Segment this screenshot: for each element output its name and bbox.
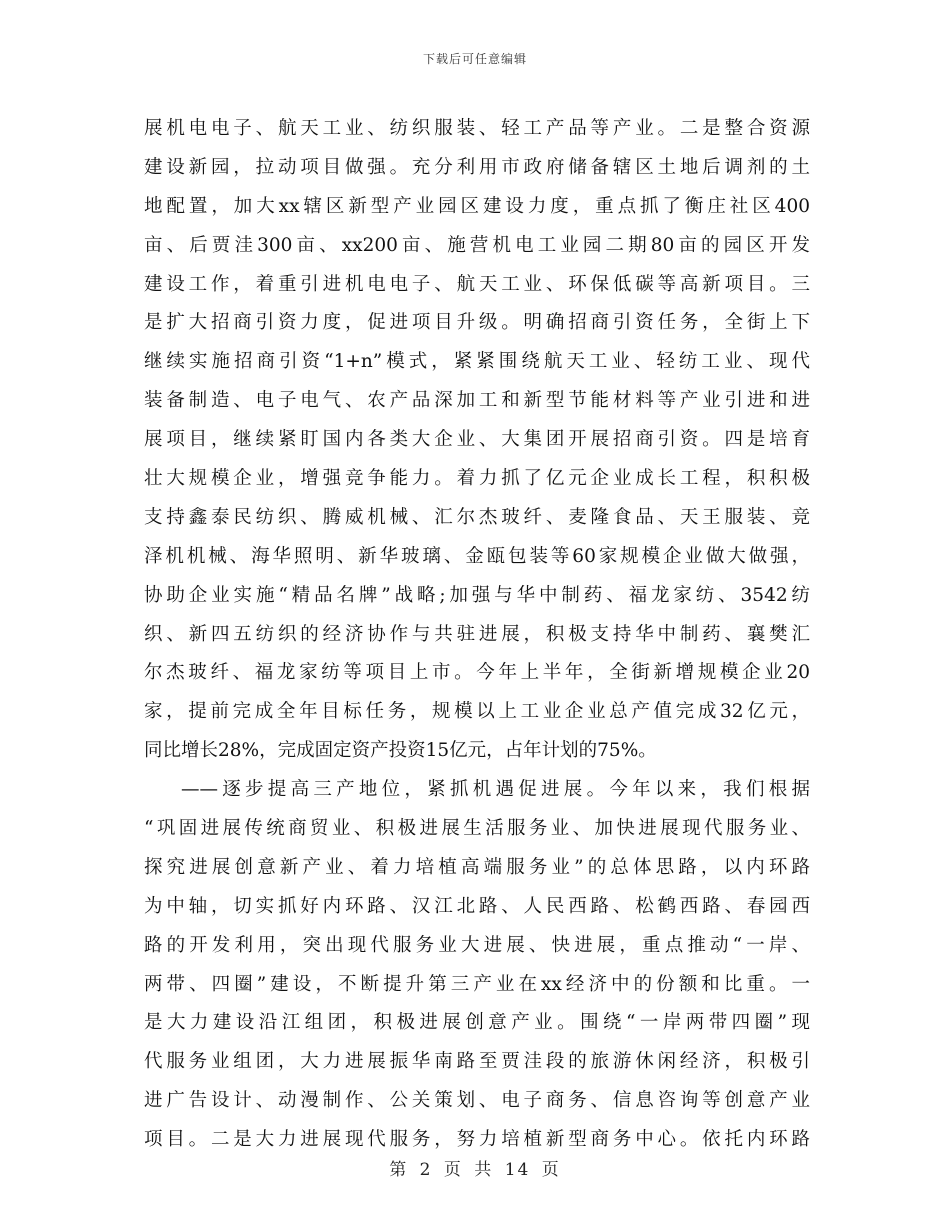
text-line: 展机电电子、航天工业、纺织服装、轻工产品等产业。二是整合资源	[144, 118, 810, 139]
text-line: 壮大规模企业，增强竞争能力。着力抓了亿元企业成长工程，积积极	[144, 468, 810, 490]
text-line: 泽机机械、海华照明、新华玻璃、金瓯包装等60家规模企业做大做强，	[144, 545, 810, 567]
text-line: 建设新园，拉动项目做强。充分利用市政府储备辖区土地后调剂的土	[144, 156, 810, 178]
text-line: 项目。二是大力进展现代服务，努力培植新型商务中心。依托内环路	[144, 1129, 810, 1151]
body-text	[144, 110, 810, 1160]
text-line: 协助企业实施“精品名牌”战略;加强与华中制药、福龙家纺、3542纺	[144, 584, 810, 606]
text-line: “巩固进展传统商贸业、积极进展生活服务业、加快进展现代服务业、	[144, 818, 810, 840]
text-line-paragraph-end: 同比增长28%，完成固定资产投资15亿元，占年计划的75%。	[144, 740, 657, 762]
text-line-paragraph-start: ——逐步提高三产地位，紧抓机遇促进展。今年以来，我们根据	[181, 779, 810, 801]
text-line: 路的开发利用，突出现代服务业大进展、快进展，重点推动“一岸、	[144, 934, 810, 956]
text-line: 家，提前完成全年目标任务，规模以上工业企业总产值完成32亿元，	[144, 701, 810, 723]
text-line: 建设工作，着重引进机电电子、航天工业、环保低碳等高新项目。三	[144, 273, 810, 295]
text-line: 亩、后贾洼300亩、xx200亩、施营机电工业园二期80亩的园区开发	[144, 234, 810, 256]
text-line: 探究进展创意新产业、着力培植高端服务业”的总体思路，以内环路	[144, 856, 810, 878]
text-line: 展项目，继续紧盯国内各类大企业、大集团开展招商引资。四是培育	[144, 429, 810, 451]
text-line: 两带、四圈”建设，不断提升第三产业在xx经济中的份额和比重。一	[144, 973, 810, 995]
text-line: 地配置，加大xx辖区新型产业园区建设力度，重点抓了衡庄社区400	[144, 195, 810, 217]
text-line: 是大力建设沿江组团，积极进展创意产业。围绕“一岸两带四圈”现	[144, 1012, 810, 1034]
text-line: 织、新四五纺织的经济协作与共驻进展，积极支持华中制药、襄樊汇	[144, 623, 810, 645]
text-line: 为中轴，切实抓好内环路、汉江北路、人民西路、松鹤西路、春园西	[144, 895, 810, 917]
text-line: 装备制造、电子电气、农产品深加工和新型节能材料等产业引进和进	[144, 390, 810, 412]
text-line: 尔杰玻纤、福龙家纺等项目上市。今年上半年，全街新增规模企业20	[144, 662, 810, 684]
text-line: 支持鑫泰民纺织、腾威机械、汇尔杰玻纤、麦隆食品、天王服装、竞	[144, 506, 810, 528]
text-line: 继续实施招商引资“1+n”模式，紧紧围绕航天工业、轻纺工业、现代	[144, 351, 810, 373]
page-number-indicator: 第 2 页 共 14 页	[389, 1160, 561, 1180]
text-line: 进广告设计、动漫制作、公关策划、电子商务、信息咨询等创意产业	[144, 1090, 810, 1112]
text-line: 代服务业组团，大力进展振华南路至贾洼段的旅游休闲经济，积极引	[144, 1051, 810, 1073]
text-line: 是扩大招商引资力度，促进项目升级。明确招商引资任务，全街上下	[144, 312, 810, 334]
page-header-note: 下载后可任意编辑	[422, 52, 527, 66]
